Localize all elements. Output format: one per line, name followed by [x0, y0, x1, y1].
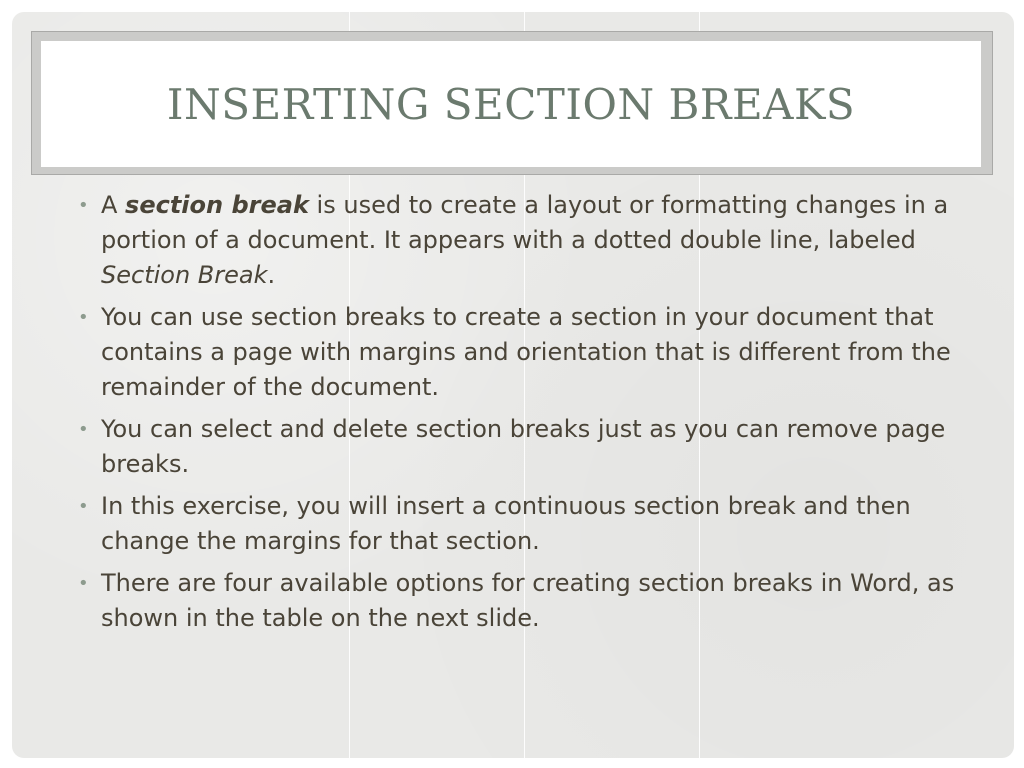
bullet-text: In this exercise, you will insert a continuous section break and then change the margins for that section.: [101, 492, 911, 555]
title-box: [41, 41, 981, 167]
bullet-item: [72, 188, 972, 293]
bullet-item: [72, 566, 972, 636]
bullet-list: [72, 188, 972, 636]
bullet-item: [72, 412, 972, 482]
bullet-emphasis-italic: Section Break: [101, 261, 268, 289]
bullet-text: You can use section breaks to create a section in your document that contains a page with margins and orientation that is different from the remainder of the document.: [101, 303, 951, 401]
bullet-text-middle: is used to create a layout or formatting changes in a portion of a document. It appears with a dotted double line, labeled: [101, 191, 949, 254]
bullet-text-suffix: .: [267, 261, 276, 289]
bullet-item: [72, 489, 972, 559]
bullet-icon: •: [78, 307, 89, 328]
slide: [12, 12, 1014, 758]
bullet-icon: •: [78, 573, 89, 594]
bullet-item: [72, 300, 972, 405]
bullet-icon: •: [78, 419, 89, 440]
bullet-icon: •: [78, 496, 89, 517]
slide-title: INSERTING SECTION BREAKS: [166, 79, 856, 129]
bullet-text-prefix: A: [101, 191, 126, 219]
bullet-text: There are four available options for creating section breaks in Word, as shown in the table on the next slide.: [101, 569, 955, 632]
bullet-emphasis: section break: [125, 191, 309, 219]
slide-body: [72, 188, 972, 643]
bullet-text: You can select and delete section breaks just as you can remove page breaks.: [101, 415, 946, 478]
bullet-icon: •: [78, 195, 89, 216]
